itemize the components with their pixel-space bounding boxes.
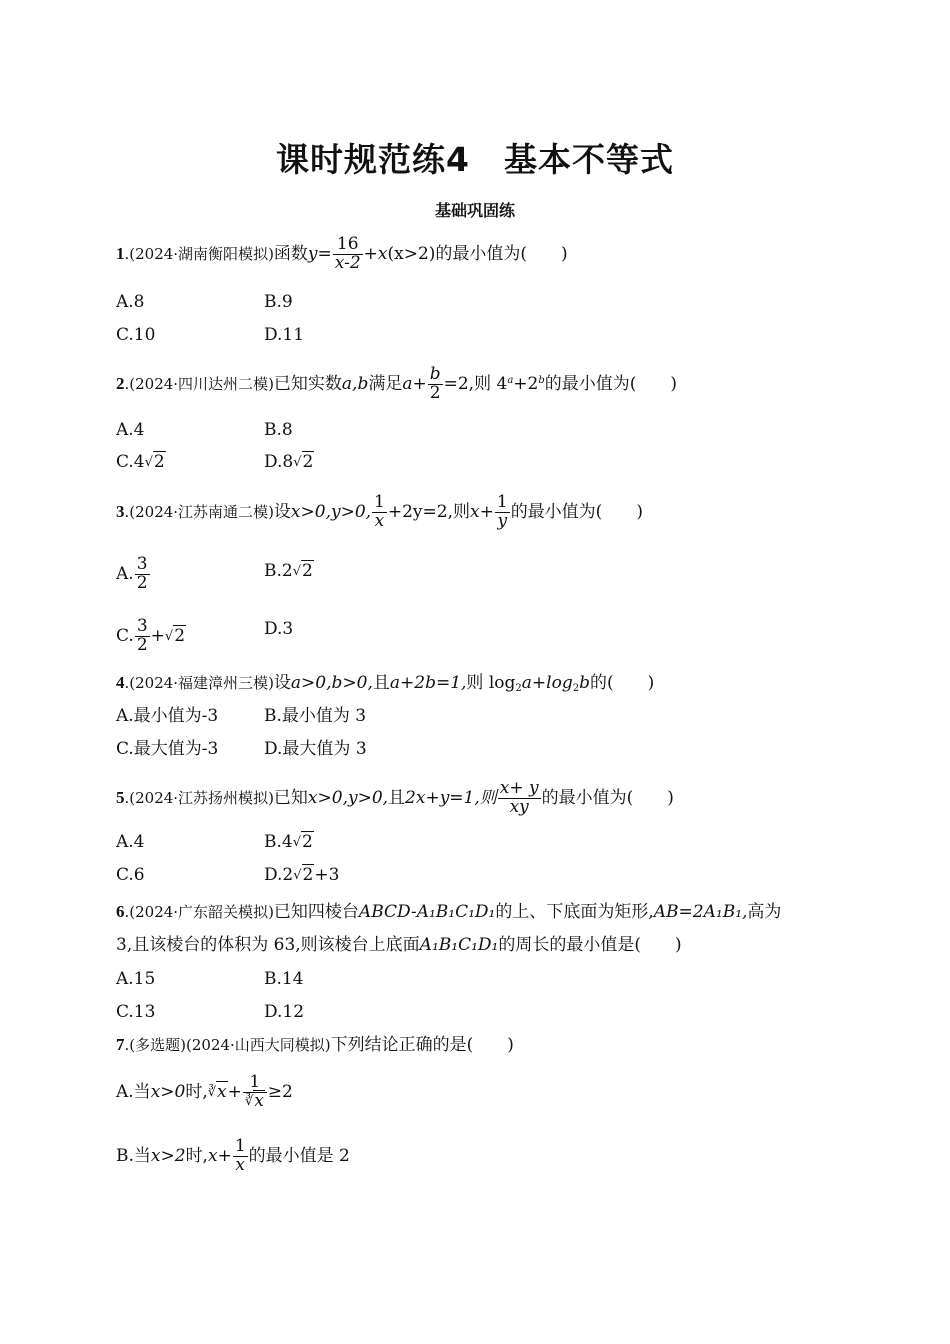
option[interactable]: A.8 — [116, 292, 145, 312]
option[interactable]: B.4√2 — [264, 832, 313, 852]
option[interactable]: D.11 — [264, 325, 305, 345]
fraction: $\frac{1}{x}$ — [234, 1136, 246, 1175]
fraction: $\frac{x+ y}{xy}$ — [499, 778, 539, 817]
option[interactable]: C.10 — [116, 325, 156, 345]
option[interactable]: B.当x>2时,x+ $\frac{1}{x}$ 的最小值是 2 — [116, 1136, 350, 1175]
option[interactable]: A.4 — [116, 420, 145, 440]
square-root: √2 — [144, 452, 165, 472]
option[interactable]: C.4√2 — [116, 452, 165, 472]
question-6-cont: 3,且该棱台的体积为 63,则该棱台上底面A₁B₁C₁D₁的周长的最小值是( ) — [116, 935, 682, 955]
option[interactable]: A.15 — [116, 969, 156, 989]
cube-root: ∛x — [244, 1090, 264, 1111]
option[interactable]: B.2√2 — [264, 561, 313, 581]
option[interactable]: C.最大值为-3 — [116, 739, 219, 759]
option[interactable]: B.9 — [264, 292, 293, 312]
page-title: 课时规范练4 基本不等式 — [276, 140, 674, 179]
option[interactable]: D.8√2 — [264, 452, 314, 472]
square-root: √2 — [292, 832, 313, 852]
option[interactable]: D.2√2+3 — [264, 865, 340, 885]
cube-root: ∛x — [207, 1081, 227, 1102]
question-6: 6.(2024·广东韶关模拟)已知四棱台ABCD-A₁B₁C₁D₁的上、下底面为矩形,AB=2A₁B₁,高为 — [116, 902, 782, 922]
fraction: $\frac{1}{∛x}$ — [243, 1074, 267, 1111]
option[interactable]: B.14 — [264, 969, 304, 989]
fraction: $\frac{16}{x-2}$ — [334, 234, 361, 273]
option[interactable]: A.4 — [116, 832, 145, 852]
fraction: $\frac{1}{y}$ — [496, 492, 508, 531]
fraction: $\frac{1}{x}$ — [374, 492, 385, 531]
option[interactable]: B.8 — [264, 420, 293, 440]
option[interactable]: C.6 — [116, 865, 145, 885]
option[interactable]: A.最小值为-3 — [116, 706, 219, 726]
question-3: 3.(2024·江苏南通二模)设x>0,y>0, $\frac{1}{x}$ +2y=2,则x+ $\frac{1}{y}$ 的最小值为( ) — [116, 492, 643, 531]
option[interactable]: C.13 — [116, 1002, 156, 1022]
fraction: $\frac{b}{2}$ — [429, 364, 441, 403]
question-2: 2.(2024·四川达州二模)已知实数a,b满足a+ $\frac{b}{2}$ =2,则 $4^a+2^b$的最小值为( ) — [116, 364, 678, 403]
option[interactable]: B.最小值为 3 — [264, 706, 367, 726]
section-heading: 基础巩固练 — [434, 201, 515, 220]
option[interactable]: D.最大值为 3 — [264, 739, 367, 759]
square-root: √2 — [292, 561, 313, 581]
question-5: 5.(2024·江苏扬州模拟)已知x>0,y>0,且2x+y=1,则 $\frac{x+ y}{xy}$ 的最小值为( ) — [116, 778, 674, 817]
question-4: 4.(2024·福建漳州三模)设a>0,b>0,且a+2b=1,则 $\log_2a+\log_2b$的( ) — [116, 673, 655, 694]
option[interactable]: A.当x>0时,∛x+ $\frac{1}{∛x}$ ≥2 — [116, 1072, 293, 1111]
question-7: 7.(多选题)(2024·山西大同模拟)下列结论正确的是( ) — [116, 1035, 514, 1055]
option[interactable]: D.12 — [264, 1002, 305, 1022]
option[interactable]: A. $\frac{3}{2}$ — [116, 554, 148, 593]
square-root: √2 — [293, 865, 314, 885]
square-root: √2 — [293, 452, 314, 472]
fraction: $\frac{3}{2}$ — [136, 554, 148, 593]
question-1: 1.(2024·湖南衡阳模拟)函数y= $\frac{16}{x-2}$ +x(x>2)的最小值为( ) — [116, 234, 568, 273]
option[interactable]: D.3 — [264, 619, 294, 639]
option[interactable]: C. $\frac{3}{2}$ +√2 — [116, 616, 186, 655]
fraction: $\frac{3}{2}$ — [136, 616, 148, 655]
square-root: √2 — [164, 625, 186, 646]
